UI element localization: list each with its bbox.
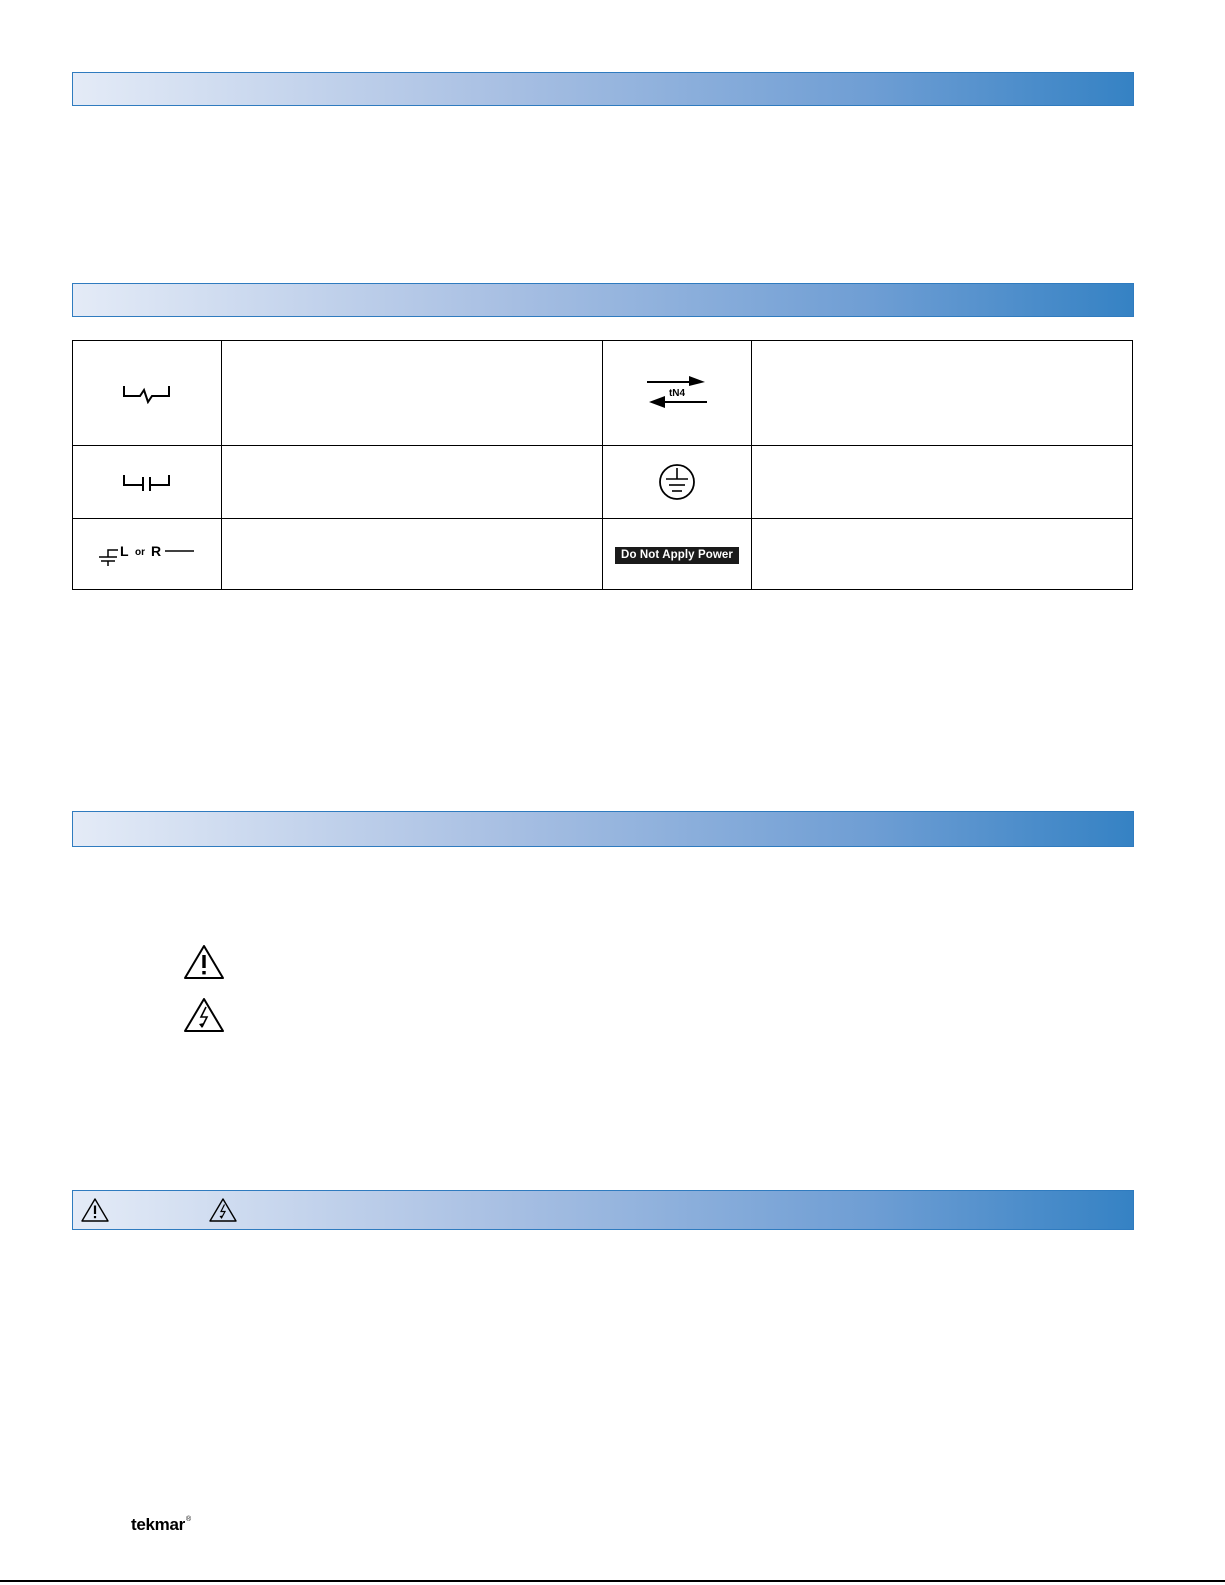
caution-icon [183,944,225,980]
tekmar-logo [131,1515,191,1535]
tn4-label: tN4 [668,388,686,399]
symbol-table [72,340,1133,590]
symbol-description [222,519,603,590]
table-row [73,446,1133,519]
table-row [73,341,1133,446]
symbol-description [752,519,1133,590]
symbol-cell [73,341,222,446]
bottom-rule [0,1580,1225,1582]
section-header-bar-2 [72,283,1134,317]
table-row [73,519,1133,590]
relay-contact-icon [122,382,172,404]
symbol-description [752,446,1133,519]
section-header-bar-4 [72,1190,1134,1230]
tn4-communication-icon [645,375,709,411]
section-header-bar-1 [72,72,1134,106]
symbol-description [752,341,1133,446]
section-header-bar-3 [72,811,1134,847]
do-not-apply-power-label: Do Not Apply Power [615,547,739,564]
symbol-description [222,341,603,446]
l-label: L [120,543,129,559]
symbol-cell [73,519,222,590]
registered-mark: ® [185,1516,191,1523]
symbol-description [222,446,603,519]
or-label: or [135,547,145,558]
ground-icon [657,462,697,502]
electrical-hazard-icon [209,1198,237,1222]
electrical-hazard-icon [183,997,225,1033]
symbol-cell [603,519,752,590]
logo-text: tekmar [131,1515,185,1534]
caution-icon [81,1198,109,1222]
relay-contact-open-icon [122,471,172,493]
symbol-cell [603,446,752,519]
r-label: R [151,543,162,559]
fuse-l-or-r-icon [97,541,197,567]
symbol-cell [603,341,752,446]
symbol-cell [73,446,222,519]
